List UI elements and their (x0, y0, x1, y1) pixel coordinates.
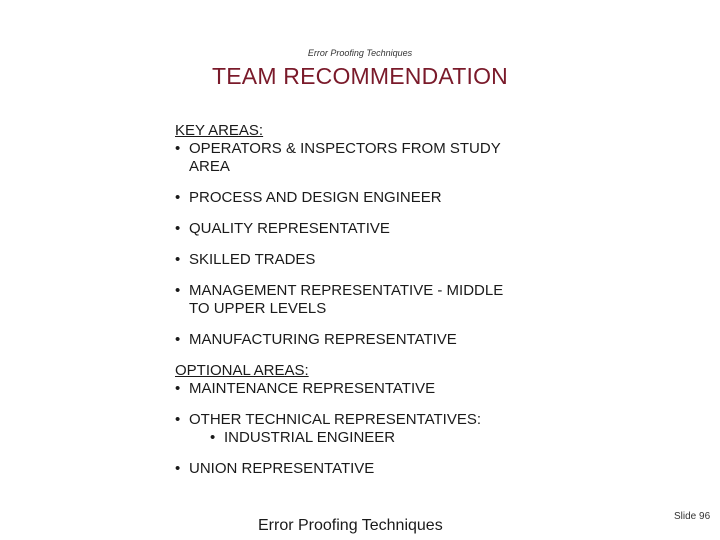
list-item-text: AREA (189, 158, 230, 175)
sub-list-item (175, 429, 595, 447)
slide-title: TEAM RECOMMENDATION (212, 63, 508, 89)
bullet-icon: • (175, 411, 181, 428)
list-item (175, 282, 595, 318)
bullet-icon: • (175, 189, 181, 206)
list-item-text: QUALITY REPRESENTATIVE (189, 220, 390, 237)
list-item-text: MANUFACTURING REPRESENTATIVE (189, 331, 457, 348)
list-item (175, 331, 595, 349)
list-item (175, 189, 595, 207)
list-item (175, 220, 595, 238)
list-item-text: PROCESS AND DESIGN ENGINEER (189, 189, 442, 206)
list-item-text: SKILLED TRADES (189, 251, 316, 268)
bullet-icon: • (175, 282, 181, 299)
list-item (175, 251, 595, 269)
footer-text: Error Proofing Techniques (258, 517, 443, 534)
bullet-icon: • (175, 140, 181, 157)
list-item (175, 380, 595, 398)
bullet-icon: • (175, 220, 181, 237)
slide-content (175, 122, 595, 478)
bullet-icon: • (175, 460, 181, 477)
list-item-text: MAINTENANCE REPRESENTATIVE (189, 380, 436, 397)
list-item-text: MANAGEMENT REPRESENTATIVE - MIDDLE (189, 282, 504, 299)
bullet-icon: • (175, 251, 181, 268)
list-item (175, 460, 595, 478)
slide-number: Slide 96 (674, 511, 711, 522)
list-item-text: OTHER TECHNICAL REPRESENTATIVES: (189, 411, 481, 428)
list-item-text: INDUSTRIAL ENGINEER (224, 429, 396, 446)
slide-header: Error Proofing Techniques (307, 48, 413, 58)
list-item-text: TO UPPER LEVELS (189, 300, 327, 317)
list-item (175, 140, 595, 176)
bullet-icon: • (210, 429, 216, 446)
bullet-icon: • (175, 380, 181, 397)
bullet-icon: • (175, 331, 181, 348)
list-item-text: OPERATORS & INSPECTORS FROM STUDY (189, 140, 501, 157)
key-areas-label: KEY AREAS: (175, 122, 264, 139)
list-item-text: UNION REPRESENTATIVE (189, 460, 375, 477)
optional-areas-label: OPTIONAL AREAS: (175, 362, 309, 379)
list-item (175, 411, 595, 429)
